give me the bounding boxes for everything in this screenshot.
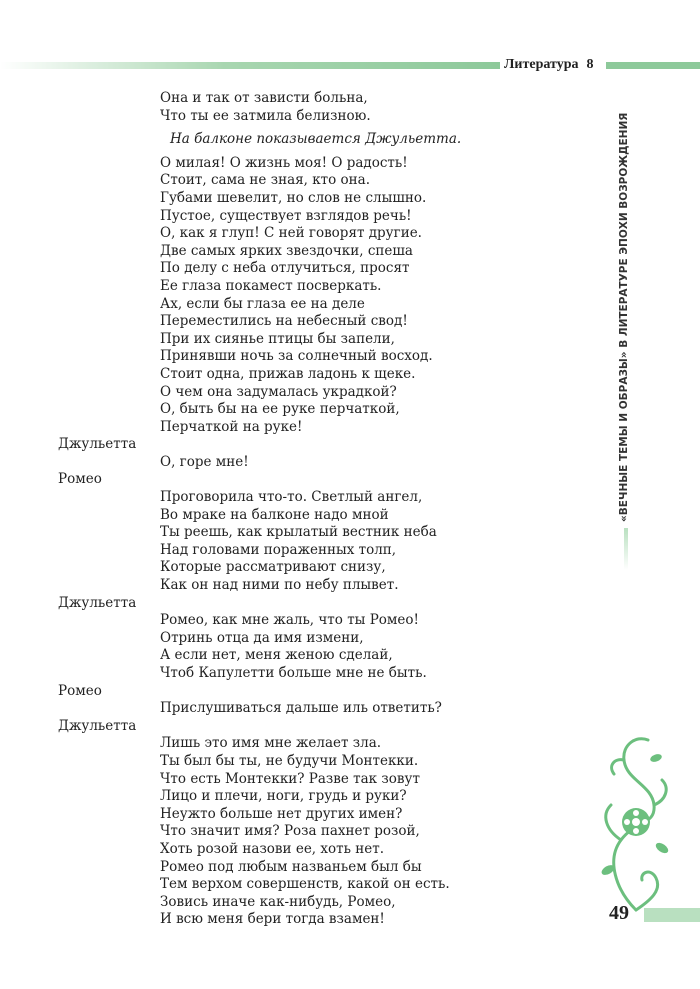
header-grade: 8 [586,57,594,72]
verse-line: Она и так от зависти больна, [160,90,368,106]
verse-line: Ах, если бы глаза ее на деле [160,295,365,312]
speaker-juliet: Джульетта [58,717,137,734]
verse-line: Что значит имя? Роза пахнет розой, [160,823,420,840]
verse-line: Ее глаза покамест посверкать. [160,277,382,294]
verse-line: Ты был бы ты, не будучи Монтекки. [160,752,419,769]
verse-line: Две самых ярких звездочки, спеша [160,242,413,259]
verse-line: О милая! О жизнь моя! О радость! [160,154,408,171]
verse-line: Тем верхом совершенств, какой он есть. [160,876,450,893]
speaker-romeo: Ромео [58,682,102,699]
verse-line: Что ты ее затмила белизною. [160,107,371,124]
verse-line: О, быть бы на ее руке перчаткой, [160,401,400,418]
verse-line: И всю меня бери тогда взамен! [160,911,385,928]
header-decor-bar-right [606,62,700,69]
verse-line: Стоит одна, прижав ладонь к щеке. [160,365,416,382]
verse-line: Переместились на небесный свод! [160,313,408,330]
verse-line: Хоть розой назови ее, хоть нет. [160,840,384,857]
verse-line: Над головами пораженных толп, [160,541,397,558]
floral-ornament-icon [596,730,676,915]
verse-line: Отринь отца да имя измени, [160,629,364,646]
verse-line: Ты реешь, как крылатый вестник неба [160,524,437,541]
verse-line: Перчаткой на руке! [160,418,303,435]
verse-line: О чем она задумалась украдкой? [160,383,397,400]
verse-line: Пустое, существует взглядов речь! [160,207,412,224]
verse-line: Принявши ночь за солнечный восход. [160,348,433,365]
verse-line: Во мраке на балконе надо мной [160,506,389,523]
verse-line: О, как я глуп! С ней говорят другие. [160,225,422,242]
verse-line: Лицо и плечи, ноги, грудь и руки? [160,788,407,805]
verse-line: При их сиянье птицы бы запели, [160,330,395,347]
verse-line: Стоит, сама не зная, кто она. [160,172,371,189]
verse-line: Прислушиваться дальше иль ответить? [160,700,442,717]
verse-line: Ромео под любым названьем был бы [160,858,422,875]
verse-line: Зовись иначе как-нибудь, Ромео, [160,893,396,910]
verse-line: По делу с неба отлучиться, просят [160,260,410,277]
verse-line: Ромео, как мне жаль, что ты Ромео! [160,612,419,629]
verse-line: О, горе мне! [160,453,249,470]
verse-line: Как он над ними по небу плывет. [160,577,399,594]
play-text [0,90,600,929]
verse-line: Губами шевелит, но слов не слышно. [160,189,427,206]
verse-line: Что есть Монтекки? Разве так зовут [160,770,420,787]
verse-line: Которые рассматривают снизу, [160,559,386,576]
stage-direction: На балконе показывается Джульетта. [170,131,462,148]
verse-line: Чтоб Капулетти больше мне не быть. [160,665,427,681]
verse-line: А если нет, меня женою сделай, [160,647,393,664]
running-header [504,56,594,74]
side-section-title: «ВЕЧНЫЕ ТЕМЫ И ОБРАЗЫ» В ЛИТЕРАТУРЕ ЭПОХИ ВОЗРОЖДЕНИЯ [612,142,636,528]
footer-decor-bar [644,908,700,922]
verse-line: Неужто больше нет других имен? [160,805,403,822]
header-decor-bar [0,62,500,69]
verse-line: Проговорила что-то. Светлый ангел, [160,489,423,506]
speaker-juliet: Джульетта [58,436,137,453]
page-number: 49 [609,902,629,924]
speaker-romeo: Ромео [58,471,102,488]
speaker-juliet: Джульетта [58,594,137,611]
verse-line: Лишь это имя мне желает зла. [160,735,382,752]
header-subject: Литература [504,57,579,72]
